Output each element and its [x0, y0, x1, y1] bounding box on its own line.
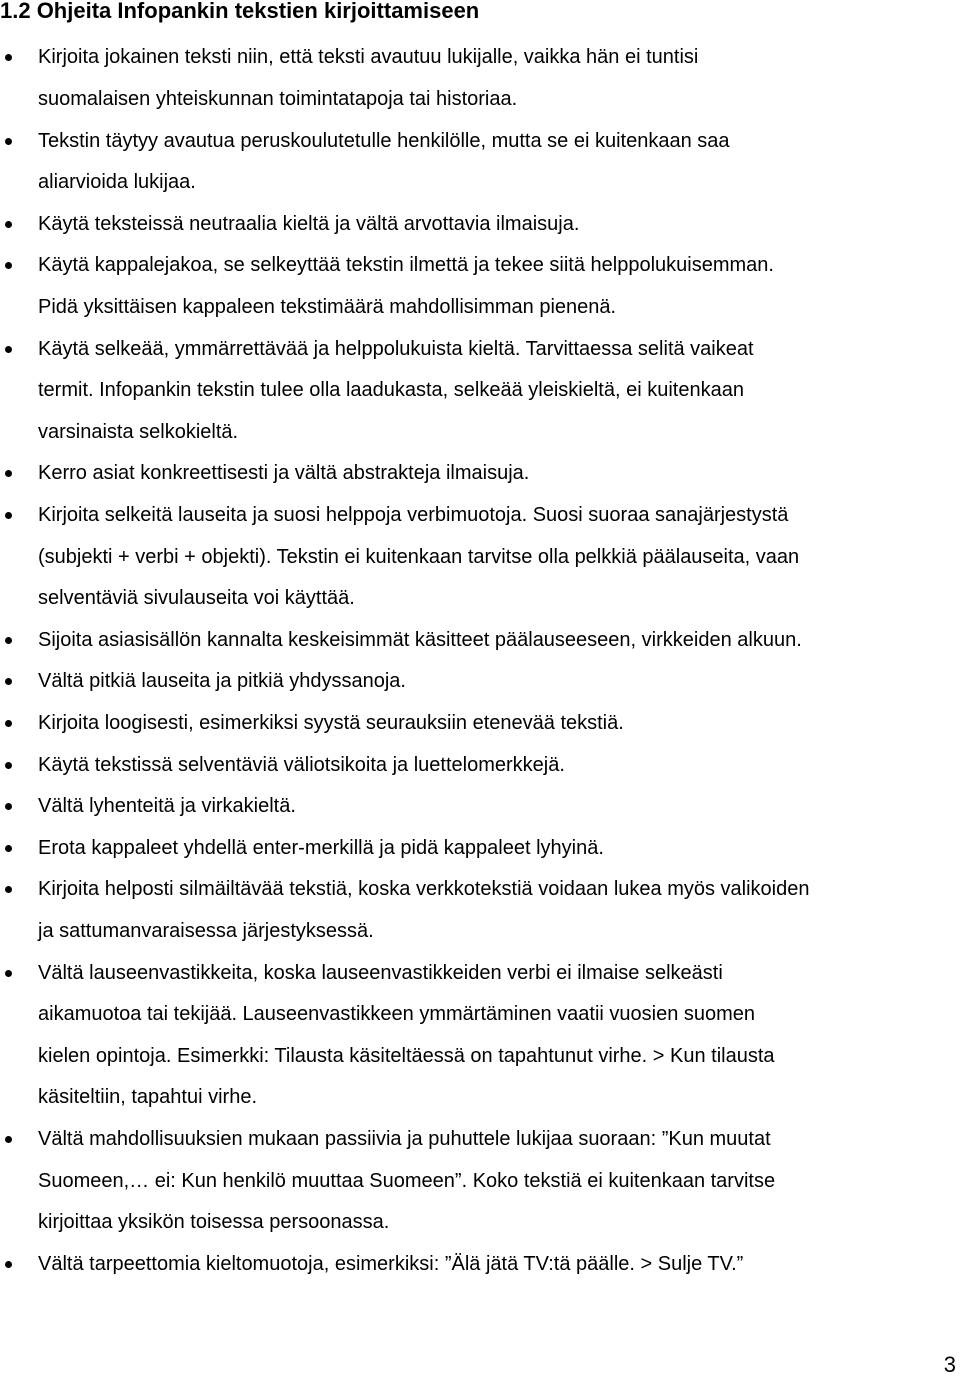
text-line: suomalaisen yhteiskunnan toimintatapoja tai historiaa.	[38, 87, 518, 110]
text-line: Kirjoita helposti silmäiltävää tekstiä, koska verkkotekstiä voidaan lukea myös valikoiden	[38, 878, 810, 901]
bullet-icon	[5, 678, 12, 685]
bullet-icon	[5, 720, 12, 727]
list-item-text	[38, 869, 960, 952]
list-item-text	[38, 828, 960, 870]
text-line: Vältä pitkiä lauseita ja pitkiä yhdyssanoja.	[38, 670, 406, 693]
text-line: Erota kappaleet yhdellä enter-merkillä ja pidä kappaleet lyhyinä.	[38, 836, 604, 859]
text-line: Kirjoita jokainen teksti niin, että teksti avautuu lukijalle, vaikka hän ei tuntisi	[38, 46, 699, 69]
list-item-text	[38, 37, 960, 120]
text-line: Käytä selkeää, ymmärrettävää ja helppolukuista kieltä. Tarvittaessa selitä vaikeat	[38, 337, 754, 360]
text-line: Käytä tekstissä selventäviä väliotsikoita ja luettelomerkkejä.	[38, 753, 565, 776]
list-item-text	[38, 786, 960, 828]
list-item-text	[38, 703, 960, 745]
section-heading: 1.2 Ohjeita Infopankin tekstien kirjoittamiseen	[0, 0, 480, 23]
text-line: Vältä tarpeettomia kieltomuotoja, esimerkiksi: ”Älä jätä TV:tä päälle. > Sulje TV.”	[38, 1252, 744, 1275]
bullet-icon	[5, 262, 12, 269]
list-item-text	[38, 329, 960, 454]
bullet-icon	[5, 637, 12, 644]
page-number: 3	[943, 1352, 956, 1377]
list-item-text	[38, 453, 960, 495]
bullet-icon	[5, 1261, 12, 1268]
text-line: (subjekti + verbi + objekti). Tekstin ei kuitenkaan tarvitse olla pelkkiä päälauseita, vaan	[38, 545, 800, 568]
bullet-icon	[5, 221, 12, 228]
list-item-text	[38, 1244, 960, 1286]
list-item-text	[38, 204, 960, 246]
list-item-text	[38, 661, 960, 703]
bullet-icon	[5, 1136, 12, 1143]
text-line: Kirjoita selkeitä lauseita ja suosi helppoja verbimuotoja. Suosi suoraa sanajärjestystä	[38, 504, 789, 526]
list-item-text	[38, 121, 960, 204]
bullet-icon	[5, 762, 12, 769]
text-line: käsiteltiin, tapahtui virhe.	[38, 1086, 258, 1109]
bullet-icon	[5, 886, 12, 893]
text-line: Vältä lauseenvastikkeita, koska lauseenvastikkeiden verbi ei ilmaise selkeästi	[38, 961, 723, 984]
list-item-text	[38, 620, 960, 662]
text-line: Kirjoita loogisesti, esimerkiksi syystä seurauksiin etenevää tekstiä.	[38, 712, 624, 734]
text-line: varsinaista selkokieltä.	[38, 420, 239, 443]
bullet-icon	[5, 54, 12, 61]
bullet-icon	[5, 138, 12, 145]
text-line: aikamuotoa tai tekijää. Lauseenvastikkeen ymmärtäminen vaatii vuosien suomen	[38, 1003, 756, 1026]
bullet-icon	[5, 803, 12, 810]
bullet-icon	[5, 470, 12, 477]
text-line: Pidä yksittäisen kappaleen tekstimäärä mahdollisimman pienenä.	[38, 295, 617, 318]
list-item-text	[38, 745, 960, 787]
bullet-icon	[5, 970, 12, 977]
text-line: selventäviä sivulauseita voi käyttää.	[38, 587, 355, 610]
text-line: termit. Infopankin tekstin tulee olla laadukasta, selkeää yleiskieltä, ei kuitenkaan	[38, 379, 744, 402]
text-line: Tekstin täytyy avautua peruskoulutetulle henkilölle, mutta se ei kuitenkaan saa	[38, 129, 730, 152]
text-line: ja sattumanvaraisessa järjestyksessä.	[38, 919, 374, 942]
text-line: Suomeen,… ei: Kun henkilö muuttaa Suomeen”. Koko tekstiä ei kuitenkaan tarvitse	[38, 1169, 776, 1192]
text-line: Sijoita asiasisällön kannalta keskeisimmät käsitteet päälauseeseen, virkkeiden alkuun.	[38, 628, 802, 651]
list-item-text	[38, 495, 960, 620]
list-item-text	[38, 953, 960, 1119]
bullet-icon	[5, 512, 12, 519]
list-item-text	[38, 245, 960, 328]
text-line: kirjoittaa yksikön toisessa persoonassa.	[38, 1211, 390, 1234]
list-item-text	[38, 1119, 960, 1244]
text-line: Käytä kappalejakoa, se selkeyttää tekstin ilmettä ja tekee siitä helppolukuisemman.	[38, 254, 774, 277]
text-line: Kerro asiat konkreettisesti ja vältä abstrakteja ilmaisuja.	[38, 462, 530, 485]
text-line: Vältä mahdollisuuksien mukaan passiivia ja puhuttele lukijaa suoraan: ”Kun muutat	[38, 1128, 771, 1150]
bullet-icon	[5, 845, 12, 852]
text-line: Käytä teksteissä neutraalia kieltä ja vältä arvottavia ilmaisuja.	[38, 212, 580, 235]
text-line: Vältä lyhenteitä ja virkakieltä.	[38, 795, 296, 818]
bullet-icon	[5, 346, 12, 353]
text-line: aliarvioida lukijaa.	[38, 171, 196, 194]
text-line: kielen opintoja. Esimerkki: Tilausta käsiteltäessä on tapahtunut virhe. > Kun tilausta	[38, 1044, 775, 1067]
